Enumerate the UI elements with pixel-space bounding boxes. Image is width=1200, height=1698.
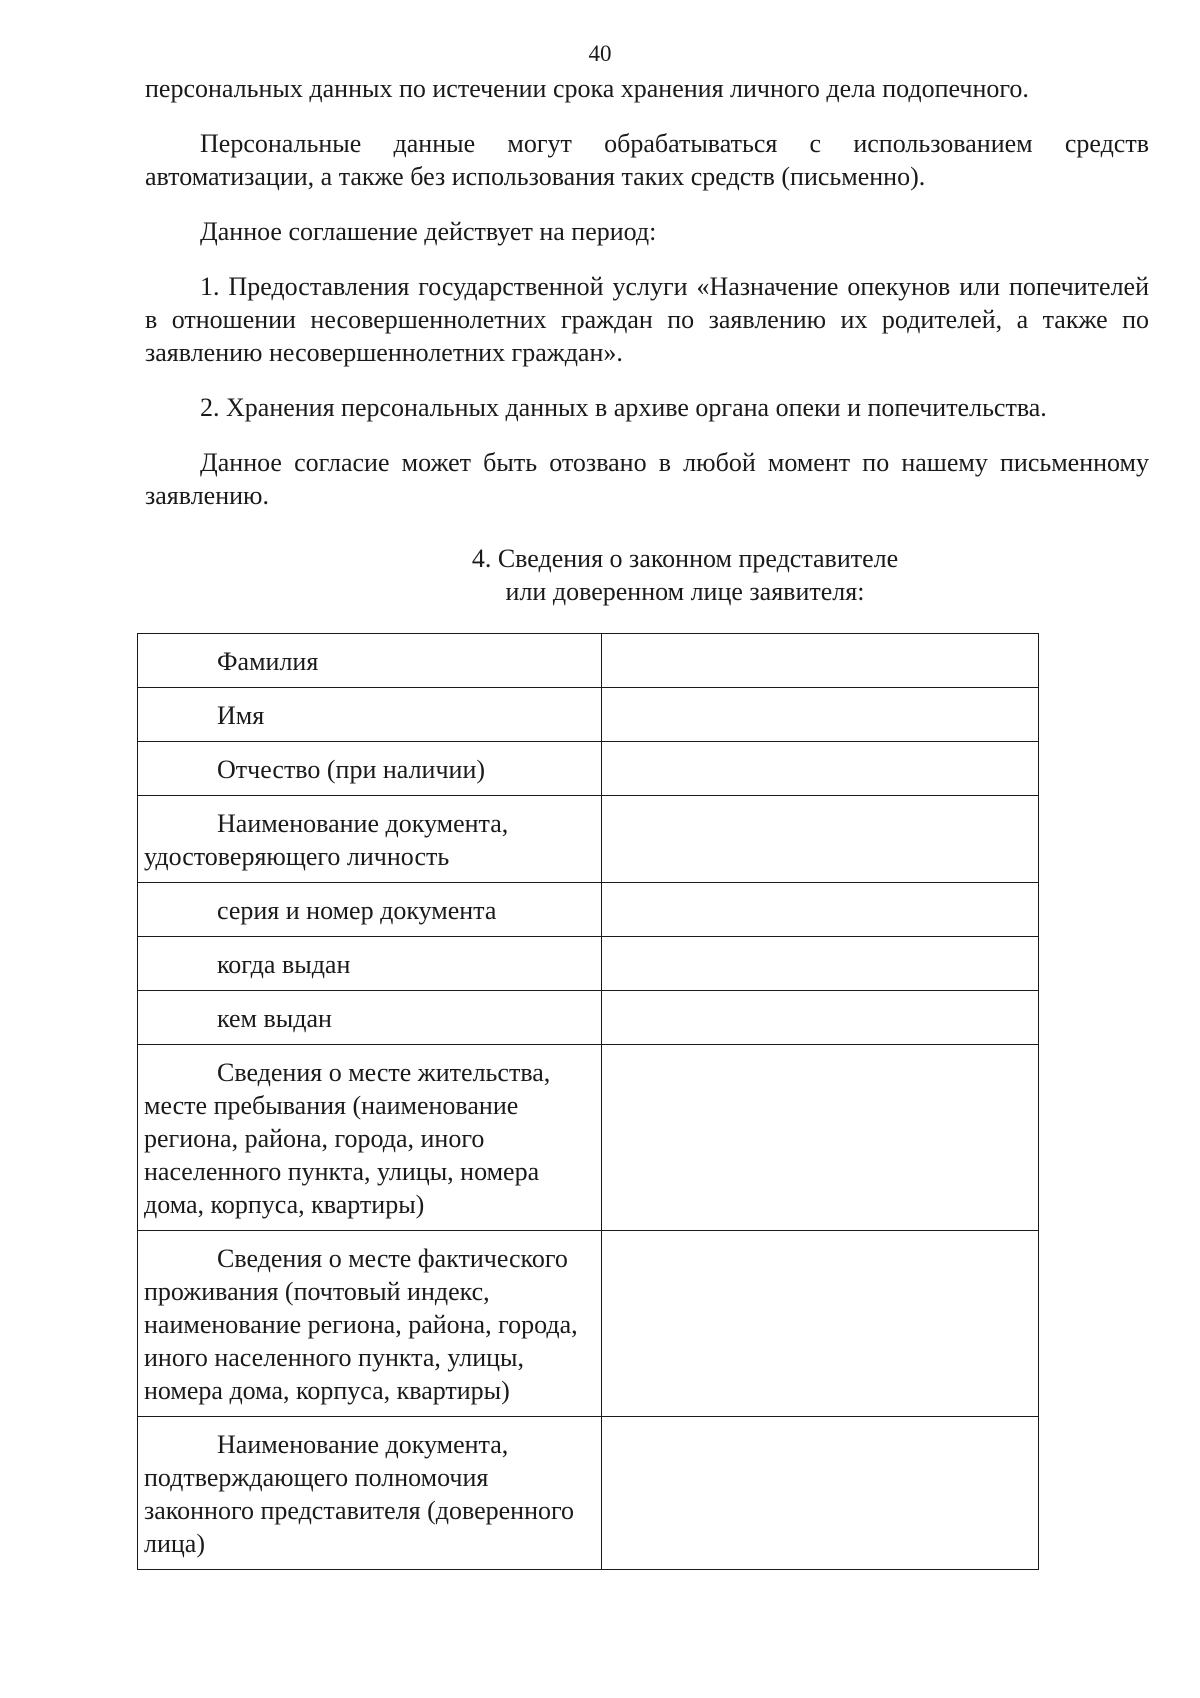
table-row bbox=[138, 1231, 1039, 1417]
table-row bbox=[138, 883, 1039, 937]
id-document-name-field[interactable] bbox=[601, 796, 1038, 883]
table-row bbox=[138, 1417, 1039, 1570]
table-row bbox=[138, 742, 1039, 796]
table-row bbox=[138, 937, 1039, 991]
document-body bbox=[145, 72, 1149, 608]
row-label bbox=[138, 883, 602, 937]
authority-document-field[interactable] bbox=[601, 1417, 1038, 1570]
row-label bbox=[138, 1045, 602, 1231]
paragraph-processing-means: Персональные данные могут обрабатываться с использованием средств автоматизации, а также без использования таких средств (письменно). bbox=[145, 129, 1149, 191]
issued-by-field[interactable] bbox=[601, 991, 1038, 1045]
paragraph-revocation: Данное согласие может быть отозвано в любой момент по нашему письменному заявлению. bbox=[145, 448, 1149, 510]
document-series-number-field[interactable] bbox=[601, 883, 1038, 937]
label-text: когда выдан bbox=[217, 950, 351, 979]
label-text: кем выдан bbox=[217, 1004, 332, 1033]
first-name-field[interactable] bbox=[601, 688, 1038, 742]
row-label bbox=[138, 991, 602, 1045]
surname-field[interactable] bbox=[601, 634, 1038, 688]
row-label bbox=[138, 796, 602, 883]
label-text: Наименование документа, подтверждающего полномочия законного представителя (доверенного лица) bbox=[144, 1430, 575, 1558]
table-row bbox=[138, 688, 1039, 742]
section-title-line-1: 4. Сведения о законном представителе bbox=[471, 544, 899, 573]
representative-info-table bbox=[137, 633, 1039, 1570]
table-row bbox=[138, 1045, 1039, 1231]
section-title bbox=[145, 542, 925, 608]
label-text: Сведения о месте жительства, месте пребывания (наименование региона, района, города, иного населенного пункта, улицы, номера дома, корпуса, квартиры) bbox=[144, 1058, 551, 1219]
label-text: Отчество (при наличии) bbox=[217, 755, 486, 784]
issue-date-field[interactable] bbox=[601, 937, 1038, 991]
label-text: Наименование документа, удостоверяющего личность bbox=[144, 809, 509, 871]
label-text: Сведения о месте фактического проживания (почтовый индекс, наименование региона, района, города, иного населенного пункта, улицы, номера дома, корпуса, квартиры) bbox=[144, 1244, 578, 1405]
residence-address-field[interactable] bbox=[601, 1045, 1038, 1231]
actual-address-field[interactable] bbox=[601, 1231, 1038, 1417]
row-label bbox=[138, 937, 602, 991]
row-label bbox=[138, 688, 602, 742]
table-row bbox=[138, 634, 1039, 688]
section-title-line-2: или доверенном лице заявителя: bbox=[505, 577, 865, 606]
label-text: Фамилия bbox=[217, 647, 319, 676]
paragraph-period-item-1: 1. Предоставления государственной услуги «Назначение опекунов или попечителей в отношении несовершеннолетних граждан по заявлению их родителей, а также по заявлению несовершеннолетних граждан». bbox=[145, 272, 1149, 367]
patronymic-field[interactable] bbox=[601, 742, 1038, 796]
row-label bbox=[138, 1231, 602, 1417]
paragraph-agreement-period: Данное соглашение действует на период: bbox=[200, 217, 657, 246]
label-text: Имя bbox=[217, 701, 265, 730]
row-label bbox=[138, 742, 602, 796]
paragraph-continuation: персональных данных по истечении срока хранения личного дела подопечного. bbox=[145, 74, 1029, 103]
page-number: 40 bbox=[588, 41, 612, 66]
row-label bbox=[138, 1417, 602, 1570]
table-row bbox=[138, 991, 1039, 1045]
paragraph-period-item-2: 2. Хранения персональных данных в архиве органа опеки и попечительства. bbox=[200, 393, 1047, 422]
row-label bbox=[138, 634, 602, 688]
label-text: серия и номер документа bbox=[217, 896, 497, 925]
table-row bbox=[138, 796, 1039, 883]
